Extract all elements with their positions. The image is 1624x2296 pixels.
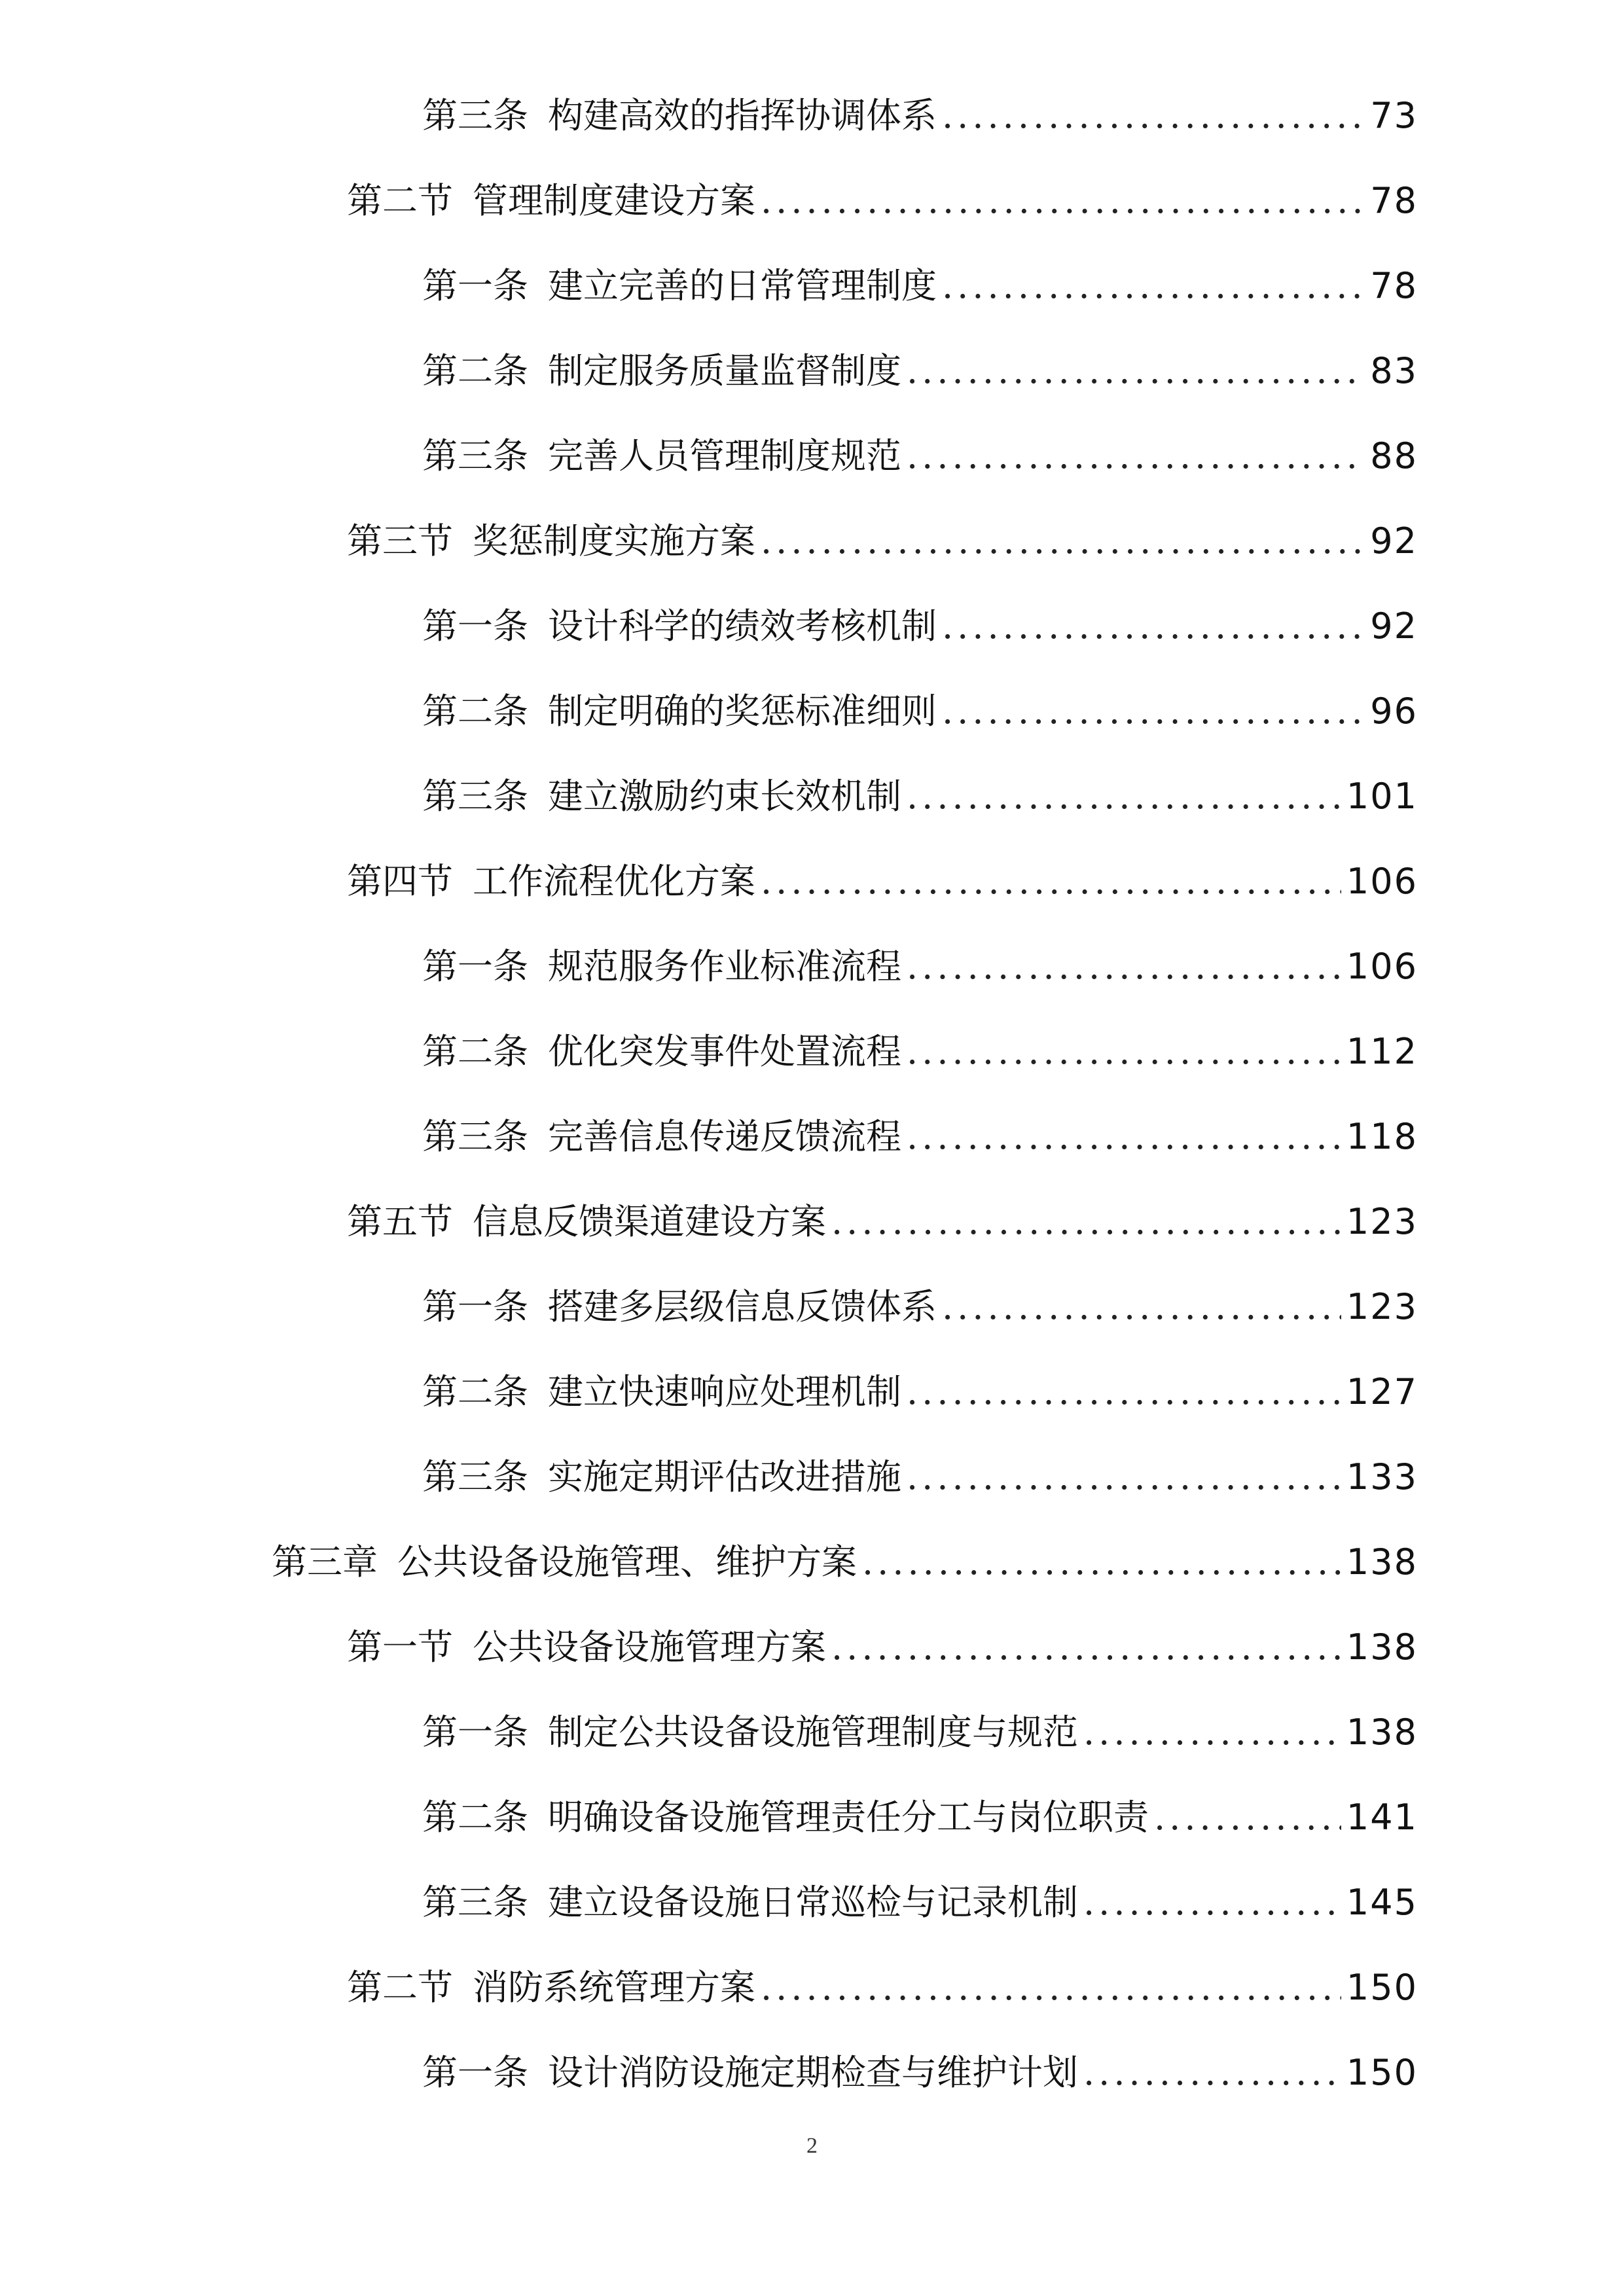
toc-dot-leader: [1083, 2055, 1341, 2090]
toc-dot-leader: [907, 1460, 1341, 1495]
toc-entry-content: [422, 691, 1418, 732]
toc-entry-title: 工作流程优化方案: [473, 861, 755, 902]
toc-entry-page-number: 78: [1370, 180, 1418, 221]
toc-entry-content: [422, 1712, 1418, 1753]
toc-entry-number: 第二条: [422, 1371, 528, 1412]
toc-entry-title: 管理制度建设方案: [473, 180, 755, 221]
toc-entry[interactable]: [0, 243, 1624, 329]
toc-entry-page-number: 150: [1346, 2052, 1418, 2093]
toc-entry-page-number: 78: [1370, 265, 1418, 306]
toc-dot-leader: [831, 1630, 1341, 1665]
toc-entry-number: 第一条: [422, 265, 528, 306]
toc-entry-page-number: 112: [1346, 1031, 1418, 1072]
toc-entry[interactable]: [0, 584, 1624, 669]
toc-dot-leader: [907, 1374, 1341, 1410]
toc-entry-page-number: 83: [1370, 350, 1418, 391]
toc-entry-page-number: 145: [1346, 1882, 1418, 1923]
toc-entry-number: 第一节: [347, 1626, 453, 1668]
toc-entry-page-number: 106: [1346, 946, 1418, 987]
toc-entry-page-number: 96: [1370, 691, 1418, 732]
toc-entry[interactable]: [0, 73, 1624, 158]
toc-entry[interactable]: [0, 1690, 1624, 1775]
toc-entry-title: 制定公共设备设施管理制度与规范: [548, 1712, 1078, 1753]
toc-dot-leader: [761, 183, 1365, 219]
toc-entry-title: 建立激励约束长效机制: [548, 776, 901, 817]
toc-dot-leader: [942, 1289, 1341, 1325]
toc-entry-content: [422, 776, 1418, 817]
toc-entry[interactable]: [0, 1009, 1624, 1094]
toc-entry[interactable]: [0, 499, 1624, 584]
toc-entry-title: 公共设备设施管理、维护方案: [397, 1541, 857, 1583]
toc-dot-leader: [761, 524, 1365, 559]
toc-entry[interactable]: [0, 924, 1624, 1009]
toc-entry-title: 设计消防设施定期检查与维护计划: [548, 2052, 1078, 2093]
toc-dot-leader: [942, 268, 1365, 304]
toc-entry-page-number: 127: [1346, 1371, 1418, 1412]
toc-entry-title: 公共设备设施管理方案: [473, 1626, 826, 1668]
toc-entry-number: 第三条: [422, 435, 528, 476]
toc-entry-number: 第二节: [347, 180, 453, 221]
toc-dot-leader: [907, 439, 1365, 474]
toc-dot-leader: [1083, 1885, 1341, 1920]
toc-entry-number: 第一条: [422, 1712, 528, 1753]
toc-entry-number: 第二条: [422, 691, 528, 732]
toc-entry-page-number: 88: [1370, 435, 1418, 476]
toc-entry-content: [272, 1541, 1418, 1583]
toc-entry-number: 第三条: [422, 1116, 528, 1157]
toc-entry-page-number: 123: [1346, 1286, 1418, 1327]
toc-entry-content: [422, 435, 1418, 476]
toc-entry-content: [422, 2052, 1418, 2093]
toc-entry-content: [422, 1797, 1418, 1838]
toc-entry[interactable]: [0, 1094, 1624, 1179]
toc-entry-content: [422, 946, 1418, 987]
toc-entry[interactable]: [0, 1860, 1624, 1945]
toc-entry-title: 建立快速响应处理机制: [548, 1371, 901, 1412]
toc-entry-title: 信息反馈渠道建设方案: [473, 1201, 826, 1242]
toc-entry-content: [422, 1882, 1418, 1923]
toc-entry-number: 第二条: [422, 350, 528, 391]
toc-entry-number: 第一条: [422, 2052, 528, 2093]
page-number: 2: [806, 2134, 818, 2158]
toc-entry-content: [422, 95, 1418, 136]
toc-entry-page-number: 73: [1370, 95, 1418, 136]
toc-entry[interactable]: [0, 1605, 1624, 1690]
toc-entry[interactable]: [0, 1350, 1624, 1435]
toc-dot-leader: [907, 1034, 1341, 1069]
toc-entry-page-number: 118: [1346, 1116, 1418, 1157]
toc-entry-content: [347, 1626, 1418, 1668]
toc-entry-page-number: 138: [1346, 1626, 1418, 1668]
toc-entry-page-number: 92: [1370, 520, 1418, 562]
toc-entry-title: 消防系统管理方案: [473, 1967, 755, 2008]
toc-entry[interactable]: [0, 1520, 1624, 1605]
toc-entry-number: 第二条: [422, 1797, 528, 1838]
toc-entry-number: 第二节: [347, 1967, 453, 2008]
toc-entry-title: 搭建多层级信息反馈体系: [548, 1286, 937, 1327]
toc-entry-title: 明确设备设施管理责任分工与岗位职责: [548, 1797, 1149, 1838]
toc-entry-number: 第三条: [422, 776, 528, 817]
toc-entry-number: 第三条: [422, 95, 528, 136]
toc-entry-content: [347, 861, 1418, 902]
toc-entry-title: 实施定期评估改进措施: [548, 1456, 901, 1498]
toc-entry-page-number: 138: [1346, 1712, 1418, 1753]
toc-entry-number: 第二条: [422, 1031, 528, 1072]
toc-dot-leader: [761, 864, 1341, 899]
toc-dot-leader: [907, 353, 1365, 389]
toc-entry-content: [347, 1967, 1418, 2008]
toc-entry-title: 制定明确的奖惩标准细则: [548, 691, 937, 732]
toc-dot-leader: [761, 1970, 1341, 2005]
toc-dot-leader: [862, 1545, 1341, 1580]
toc-entry-page-number: 138: [1346, 1541, 1418, 1583]
toc-entry-title: 完善信息传递反馈流程: [548, 1116, 901, 1157]
toc-entry-content: [347, 520, 1418, 562]
toc-entry-number: 第三章: [272, 1541, 378, 1583]
toc-dot-leader: [907, 949, 1341, 984]
toc-entry-title: 制定服务质量监督制度: [548, 350, 901, 391]
toc-dot-leader: [942, 694, 1365, 729]
toc-entry[interactable]: [0, 2030, 1624, 2115]
toc-entry-content: [422, 1116, 1418, 1157]
toc-entry-number: 第五节: [347, 1201, 453, 1242]
toc-entry-content: [422, 605, 1418, 647]
toc-entry-content: [422, 265, 1418, 306]
toc-entry[interactable]: [0, 1265, 1624, 1350]
toc-entry[interactable]: [0, 669, 1624, 754]
toc-entry-number: 第四节: [347, 861, 453, 902]
toc-entry-title: 建立设备设施日常巡检与记录机制: [548, 1882, 1078, 1923]
toc-entry-number: 第一条: [422, 1286, 528, 1327]
toc-entry-content: [422, 1456, 1418, 1498]
toc-entry[interactable]: [0, 329, 1624, 414]
toc-entry[interactable]: [0, 1775, 1624, 1860]
toc-entry-page-number: 106: [1346, 861, 1418, 902]
toc-entry-content: [347, 1201, 1418, 1242]
toc-entry-content: [422, 1031, 1418, 1072]
toc-entry-content: [422, 350, 1418, 391]
toc-entry[interactable]: [0, 414, 1624, 499]
toc-entry-title: 设计科学的绩效考核机制: [548, 605, 937, 647]
toc-entry-content: [347, 180, 1418, 221]
table-of-contents: [0, 73, 1624, 2115]
toc-dot-leader: [942, 98, 1365, 134]
toc-entry[interactable]: [0, 158, 1624, 243]
toc-entry-title: 奖惩制度实施方案: [473, 520, 755, 562]
toc-dot-leader: [1083, 1715, 1341, 1750]
toc-entry-title: 构建高效的指挥协调体系: [548, 95, 937, 136]
toc-entry-number: 第一条: [422, 605, 528, 647]
toc-entry-page-number: 92: [1370, 605, 1418, 647]
toc-dot-leader: [907, 1119, 1341, 1155]
toc-entry-page-number: 123: [1346, 1201, 1418, 1242]
toc-dot-leader: [907, 779, 1341, 814]
toc-entry-page-number: 150: [1346, 1967, 1418, 2008]
toc-entry-content: [422, 1286, 1418, 1327]
toc-entry-page-number: 141: [1346, 1797, 1418, 1838]
toc-entry-title: 优化突发事件处置流程: [548, 1031, 901, 1072]
toc-entry-title: 建立完善的日常管理制度: [548, 265, 937, 306]
toc-entry-page-number: 133: [1346, 1456, 1418, 1498]
toc-entry-title: 规范服务作业标准流程: [548, 946, 901, 987]
toc-entry-number: 第三节: [347, 520, 453, 562]
toc-dot-leader: [942, 609, 1365, 644]
toc-entry[interactable]: [0, 839, 1624, 924]
toc-entry-number: 第三条: [422, 1456, 528, 1498]
toc-entry[interactable]: [0, 1435, 1624, 1520]
toc-entry[interactable]: [0, 1945, 1624, 2030]
toc-entry-page-number: 101: [1346, 776, 1418, 817]
toc-entry-content: [422, 1371, 1418, 1412]
toc-entry-title: 完善人员管理制度规范: [548, 435, 901, 476]
toc-dot-leader: [1154, 1800, 1341, 1835]
toc-entry[interactable]: [0, 754, 1624, 839]
toc-entry[interactable]: [0, 1179, 1624, 1265]
toc-entry-number: 第三条: [422, 1882, 528, 1923]
toc-entry-number: 第一条: [422, 946, 528, 987]
toc-dot-leader: [831, 1204, 1341, 1240]
